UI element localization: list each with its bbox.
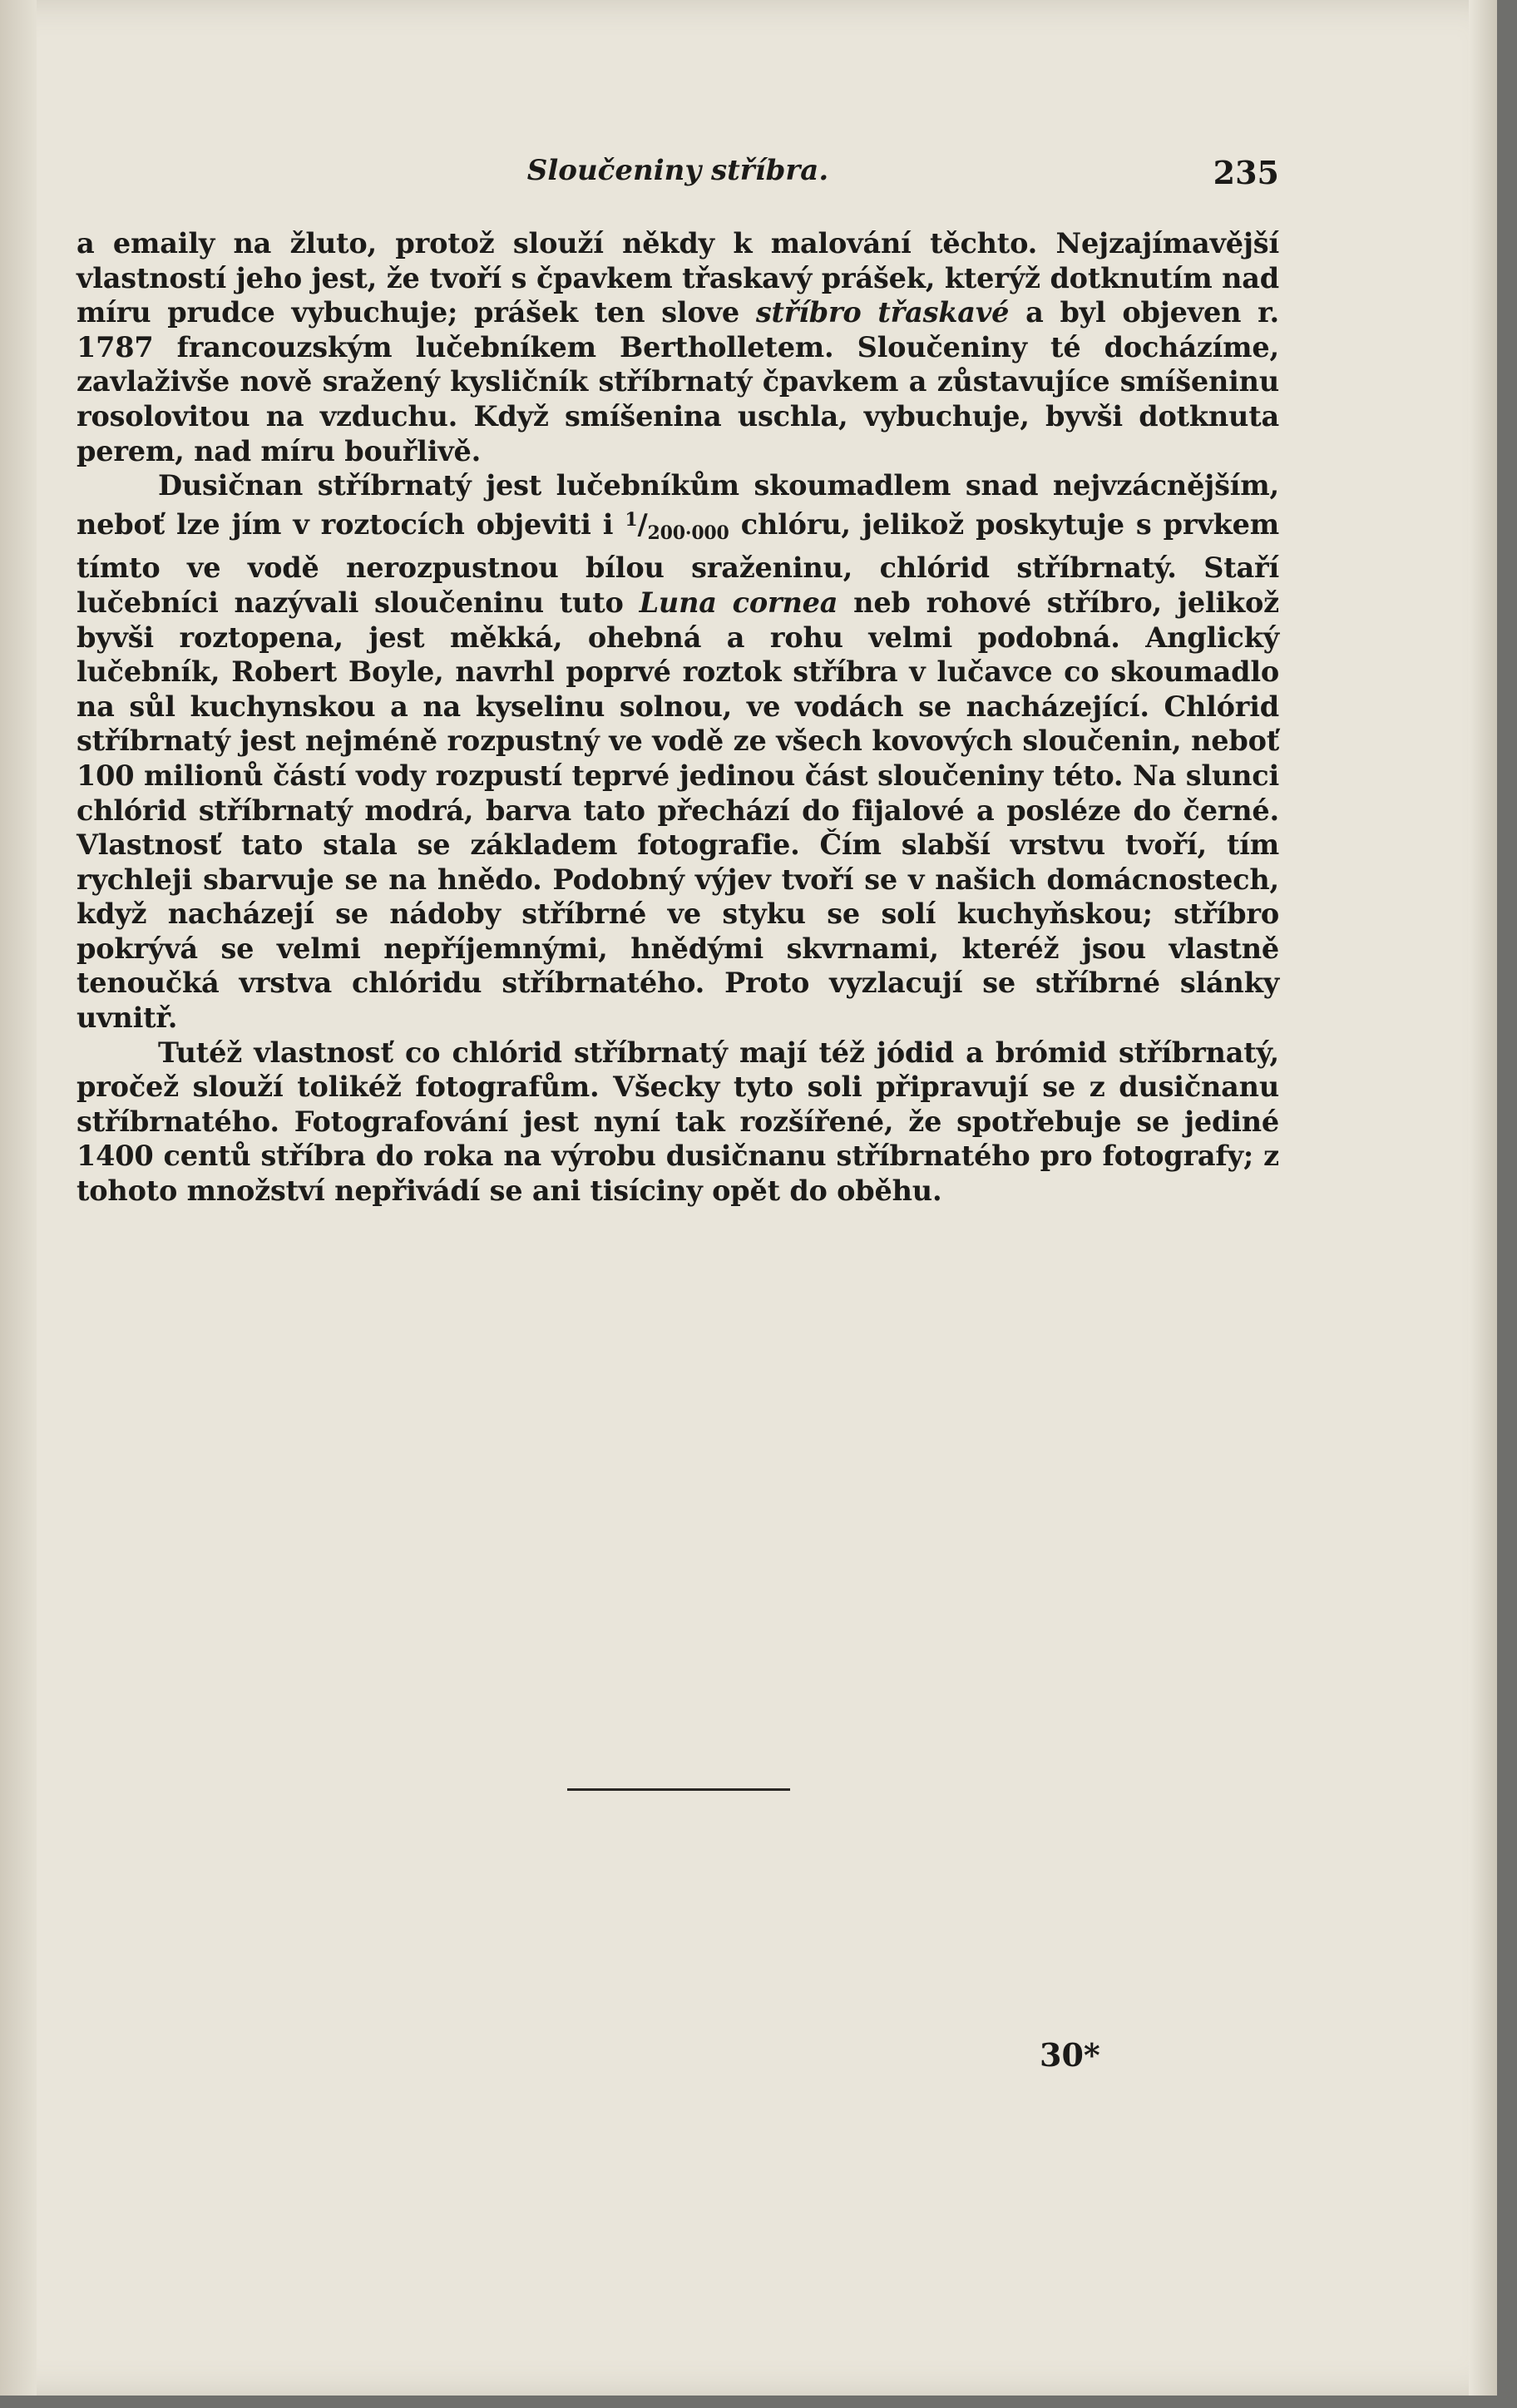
running-title: Sloučeniny stříbra. [526,154,829,187]
paragraph-2-italic: Luna cornea [639,586,838,619]
page-number: 235 [1213,154,1279,191]
paragraph-2-text-mid: chlóru, jelikož poskytuje s prvkem tímto ve vodě nerozpustnou bílou sraženinu, chlórid stříbrnatý. Staří lučebníci nazývali sloučeninu tuto [77,507,1279,619]
fraction: $^1/_{200\cdot 000}$ [625,507,729,544]
paragraph-1-text: a emaily na žluto, protož slouží někdy k malování těchto. Nejzajímavější vlastností jeho jest, že tvoří s čpavkem třaskavý prášek, kterýž dotknutím nad míru prudce vybuchuje; prášek ten slove [77,227,1279,329]
paragraph-1-text-after: a byl objeven r. 1787 francouzským lučebníkem Bertholletem. Sloučeniny té docházíme, zavlaživše nově sražený kysličník stříbrnatý čpavkem a zůstavujíce smíšeninu rosolovitou na vzduchu. Když smíšenina uschla, vybuchuje, byvši dotknuta perem, nad míru bouřlivě. [77,296,1279,467]
paragraph-1 [77,226,1279,468]
section-end-rule [567,1788,790,1791]
fraction-denominator: 200·000 [647,522,729,544]
paragraph-3-text: Tutéž vlastnosť co chlórid stříbrnatý mají též jódid a brómid stříbrnatý, pročež slouží tolikéž fotografům. Všecky tyto soli připravují se z dusičnanu stříbrnatého. Fotografování jest nyní tak rozšířené, že spotřebuje se jediné 1400 centů stříbra do roka na výrobu dusičnanu stříbrnatého pro fotografy; z tohoto množství nepřivádí se ani tisíciny opět do oběhu. [77,1036,1279,1208]
paragraph-3 [77,1036,1279,1209]
paragraph-2-text: Dusičnan stříbrnatý jest lučebníkům skoumadlem snad nejvzácnějším, neboť lze jím v roztocích objeviti i [77,469,1279,541]
fraction-numerator: 1 [625,508,638,531]
page-header [77,154,1279,195]
page-edge-shadow [1469,0,1497,2396]
paragraph-1-italic: stříbro třaskavé [755,296,1010,329]
paragraph-2-text-after: neb rohové stříbro, jelikož byvši roztopena, jest měkká, ohebná a rohu velmi podobná. Anglický lučebník, Robert Boyle, navrhl poprvé roztok stříbra v lučavce co skoumadlo na sůl kuchynskou a na kyselinu solnou, ve vodách se nacházející. Chlórid stříbrnatý jest nejméně rozpustný ve vodě ze všech kovových sloučenin, neboť 100 milionů částí vody rozpustí teprvé jedinou část sloučeniny této. Na slunci chlórid stříbrnatý modrá, barva tato přechází do fijalové a posléze do černé. Vlastnosť tato stala se základem fotografie. Čím slabší vrstvu tvoří, tím rychleji sbarvuje se na hnědo. Podobný výjev tvoří se v našich domácnostech, když nacházejí se nádoby stříbrné ve styku se solí kuchyňskou; stříbro pokrývá se velmi nepříjemnými, hnědými skvrnami, kteréž jsou vlastně tenoučká vrstva chlóridu stříbrnatého. Proto vyzlacují se stříbrné slánky uvnitř. [77,586,1279,1035]
paragraph-2 [77,468,1279,1036]
body-text [77,226,1279,1209]
signature-mark: 30* [1040,2036,1100,2074]
page-spine-shadow [0,0,37,2396]
